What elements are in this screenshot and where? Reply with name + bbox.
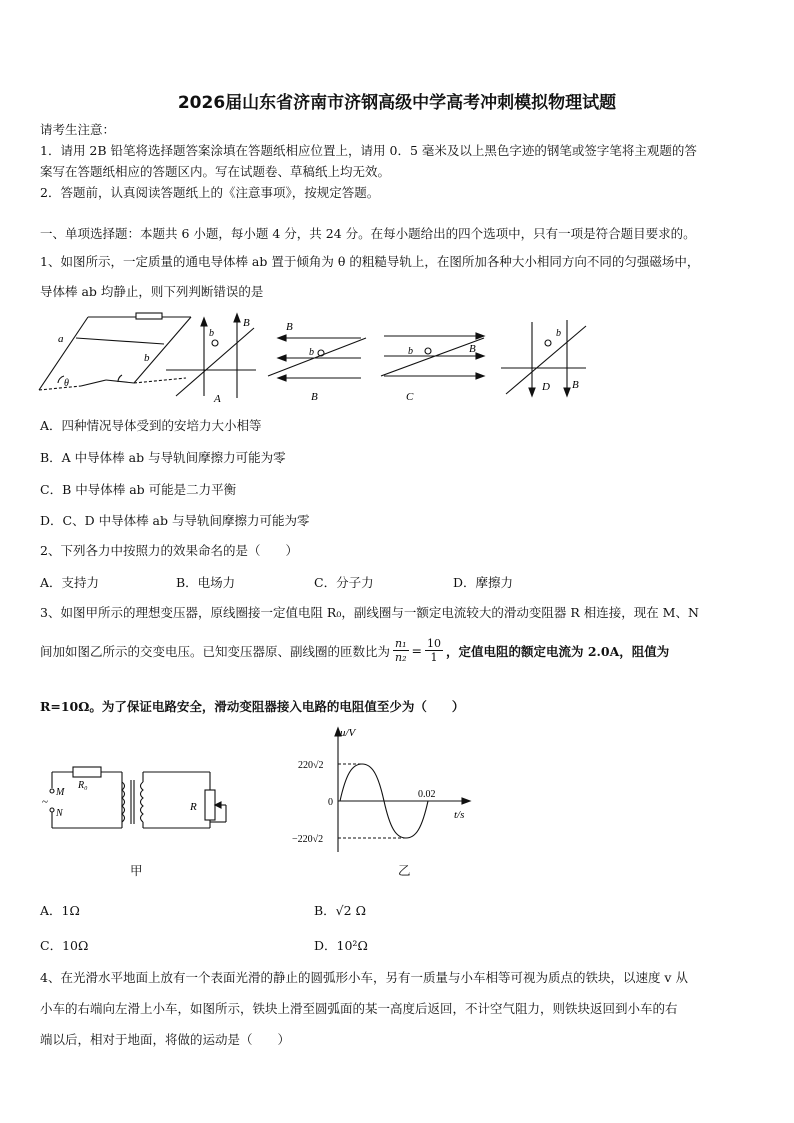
q3-graph-zero: 0 xyxy=(328,797,333,808)
page-title: 2026届山东省济南市济钢高级中学高考冲刺模拟物理试题 xyxy=(177,93,617,113)
q3-graph-xlabel: t/s xyxy=(454,809,465,821)
q3-line2 xyxy=(40,637,669,664)
q1-label-a: a xyxy=(58,333,64,345)
q1-A-B: B xyxy=(243,317,250,329)
q1-label-theta: θ xyxy=(64,378,69,389)
q4-line3: 端以后，相对于地面，将做的运动是（ ） xyxy=(40,1032,291,1047)
q3-line3: R=10Ω。为了保证电路安全，滑动变阻器接入电路的电阻值至少为（ ） xyxy=(40,699,465,714)
q4-line2: 小车的右端向左滑上小车，如图所示，铁块上滑至圆弧面的某一高度后返回，不计空气阻力，则铁块返回到小车的右 xyxy=(40,1001,678,1016)
q1-rails-figure xyxy=(39,313,191,390)
q1-D-b: b xyxy=(556,328,561,339)
q2-option-b: B．电场力 xyxy=(176,575,236,590)
q3-option-d: D．10²Ω xyxy=(314,938,368,953)
q1-B-B: B xyxy=(286,321,293,333)
q3-ratio-10: 10 xyxy=(427,637,441,650)
q1-line2: 导体棒 ab 均静止，则下列判断错误的是 xyxy=(40,284,264,299)
q3-line2-a: 间加如图乙所示的交变电压。已知变压器原、副线圈的匝数比为 xyxy=(40,643,391,659)
q1-label-b: b xyxy=(144,352,150,364)
q1-D-B: B xyxy=(572,379,579,391)
q1-C-b: b xyxy=(408,346,413,357)
q2-stem: 2、下列各力中按照力的效果命名的是（ ） xyxy=(40,543,298,558)
notice-item1-line2: 案写在答题纸相应的答题区内。写在试题卷、草稿纸上均无效。 xyxy=(40,164,391,179)
q1-option-c: C．B 中导体棒 ab 可能是二力平衡 xyxy=(40,482,237,497)
q1-option-b: B．A 中导体棒 ab 与导轨间摩擦力可能为零 xyxy=(40,450,286,465)
q1-figure xyxy=(36,308,596,408)
q1-line1: 1、如图所示，一定质量的通电导体棒 ab 置于倾角为 θ 的粗糙导轨上，在图所加各种大小相同方向不同的匀强磁场中， xyxy=(40,254,700,269)
q1-B-b: b xyxy=(309,347,314,358)
q2-option-c: C．分子力 xyxy=(314,575,374,590)
q3-option-a: A．1Ω xyxy=(40,903,80,918)
q4-line1: 4、在光滑水平地面上放有一个表面光滑的静止的圆弧形小车，另有一质量与小车相等可视为质点的铁块，以速度 v 从 xyxy=(40,970,688,985)
q3-graph-ylabel: u/V xyxy=(340,727,356,739)
q3-figure-jia-label: 甲 xyxy=(130,863,143,878)
q3-voltage-graph xyxy=(288,724,488,858)
notice-item1-line1: 1．请用 2B 铅笔将选择题答案涂填在答题纸相应位置上，请用 0．5 毫米及以上黑色字迹的钢笔或签字笔将主观题的答 xyxy=(40,143,697,158)
q3-ratio-n1: n₁ xyxy=(395,637,407,650)
q2-option-d: D．摩擦力 xyxy=(453,575,514,590)
q3-option-b: B．√2 Ω xyxy=(314,903,366,918)
q3-ratio-right xyxy=(425,637,443,664)
q3-line1: 3、如图甲所示的理想变压器，原线圈接一定值电阻 R₀，副线圈与一额定电流较大的滑动变阻器 R 相连接，现在 M、N xyxy=(40,605,699,620)
q3-graph-ybottom: −220√2 xyxy=(292,834,324,845)
notice-heading: 请考生注意： xyxy=(40,122,116,137)
q1-A-label: A xyxy=(214,393,221,405)
q3-ratio-n2: n₂ xyxy=(395,651,407,664)
q1-A-b: b xyxy=(209,328,214,339)
q3-figure-yi-label: 乙 xyxy=(398,863,411,878)
q1-C-B: B xyxy=(469,343,476,355)
q1-B-label: B xyxy=(311,391,318,403)
q1-D-label: D xyxy=(542,381,550,393)
q3-line2-b: ，定值电阻的额定电流为 2.0A，阻值为 xyxy=(446,643,670,659)
q3-option-c: C．10Ω xyxy=(40,938,89,953)
q3-ratio-1: 1 xyxy=(430,651,438,664)
q3-label-R: R xyxy=(190,801,197,813)
q3-label-N: N xyxy=(56,808,63,819)
q1-figure-B xyxy=(268,335,366,381)
q3-circuit-figure xyxy=(40,758,240,848)
q1-figure-C xyxy=(381,333,484,379)
q1-option-a: A．四种情况导体受到的安培力大小相等 xyxy=(40,418,262,433)
q1-option-d: D．C、D 中导体棒 ab 与导轨间摩擦力可能为零 xyxy=(40,513,310,528)
section1-heading: 一、单项选择题：本题共 6 小题，每小题 4 分，共 24 分。在每小题给出的四个选项中，只有一项是符合题目要求的。 xyxy=(40,226,696,241)
q3-label-tilde: ~ xyxy=(42,796,48,808)
q2-option-a: A．支持力 xyxy=(40,575,100,590)
notice-item2: 2．答题前，认真阅读答题纸上的《注意事项》，按规定答题。 xyxy=(40,185,380,200)
q3-ratio-left xyxy=(393,637,409,664)
q3-graph-xtick: 0.02 xyxy=(418,789,436,800)
q3-label-M: M xyxy=(56,787,65,798)
q3-ratio-equals: = xyxy=(411,643,422,658)
q3-graph-ytop: 220√2 xyxy=(298,760,324,771)
q3-label-R0: R₀ xyxy=(78,780,88,791)
q1-C-label: C xyxy=(406,391,414,403)
